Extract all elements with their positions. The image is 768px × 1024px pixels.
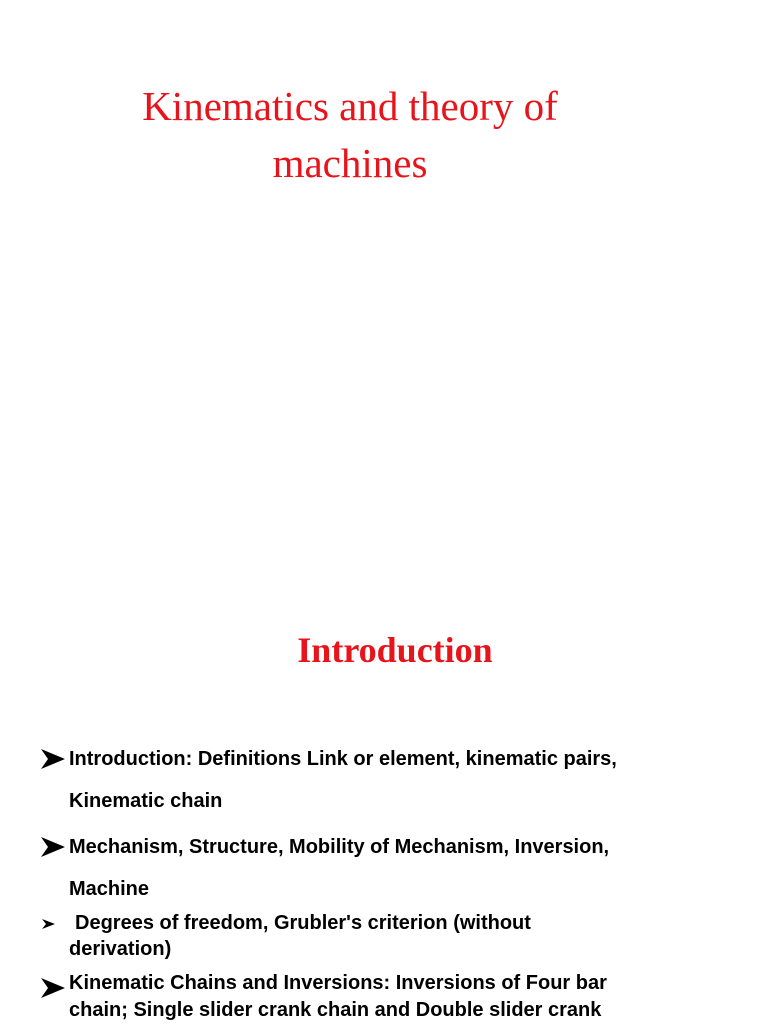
slide-title-line-1: Kinematics and theory of (142, 83, 558, 129)
bullet-text-line-2: Kinematic chain (69, 790, 223, 812)
bullet-text-line-1: Degrees of freedom, Grubler's criterion (without (75, 912, 531, 934)
arrow-bullet-icon (40, 835, 66, 859)
bullet-text-line-2: Machine (69, 878, 150, 900)
slide-title-line-2: machines (272, 140, 428, 186)
bullet-text (69, 826, 729, 910)
bullet-text (69, 738, 729, 822)
bullet-text (69, 970, 729, 1024)
bullet-text-line-1: Kinematic Chains and Inversions: Inversions of Four bar (69, 972, 607, 994)
arrow-bullet-icon (40, 976, 66, 1000)
section-heading: Introduction (297, 630, 493, 670)
bullet-text (69, 910, 729, 962)
bullet-text-line-2: chain; Single slider crank chain and Double slider crank (69, 999, 602, 1021)
bullet-text-line-2: derivation) (69, 938, 172, 960)
bullet-text-line-1: Introduction: Definitions Link or element, kinematic pairs, (69, 748, 617, 770)
small-arrow-bullet-icon (42, 918, 68, 930)
arrow-bullet-icon (40, 747, 66, 771)
slide-title (100, 78, 600, 192)
bullet-text-line-1: Mechanism, Structure, Mobility of Mechanism, Inversion, (69, 836, 610, 858)
